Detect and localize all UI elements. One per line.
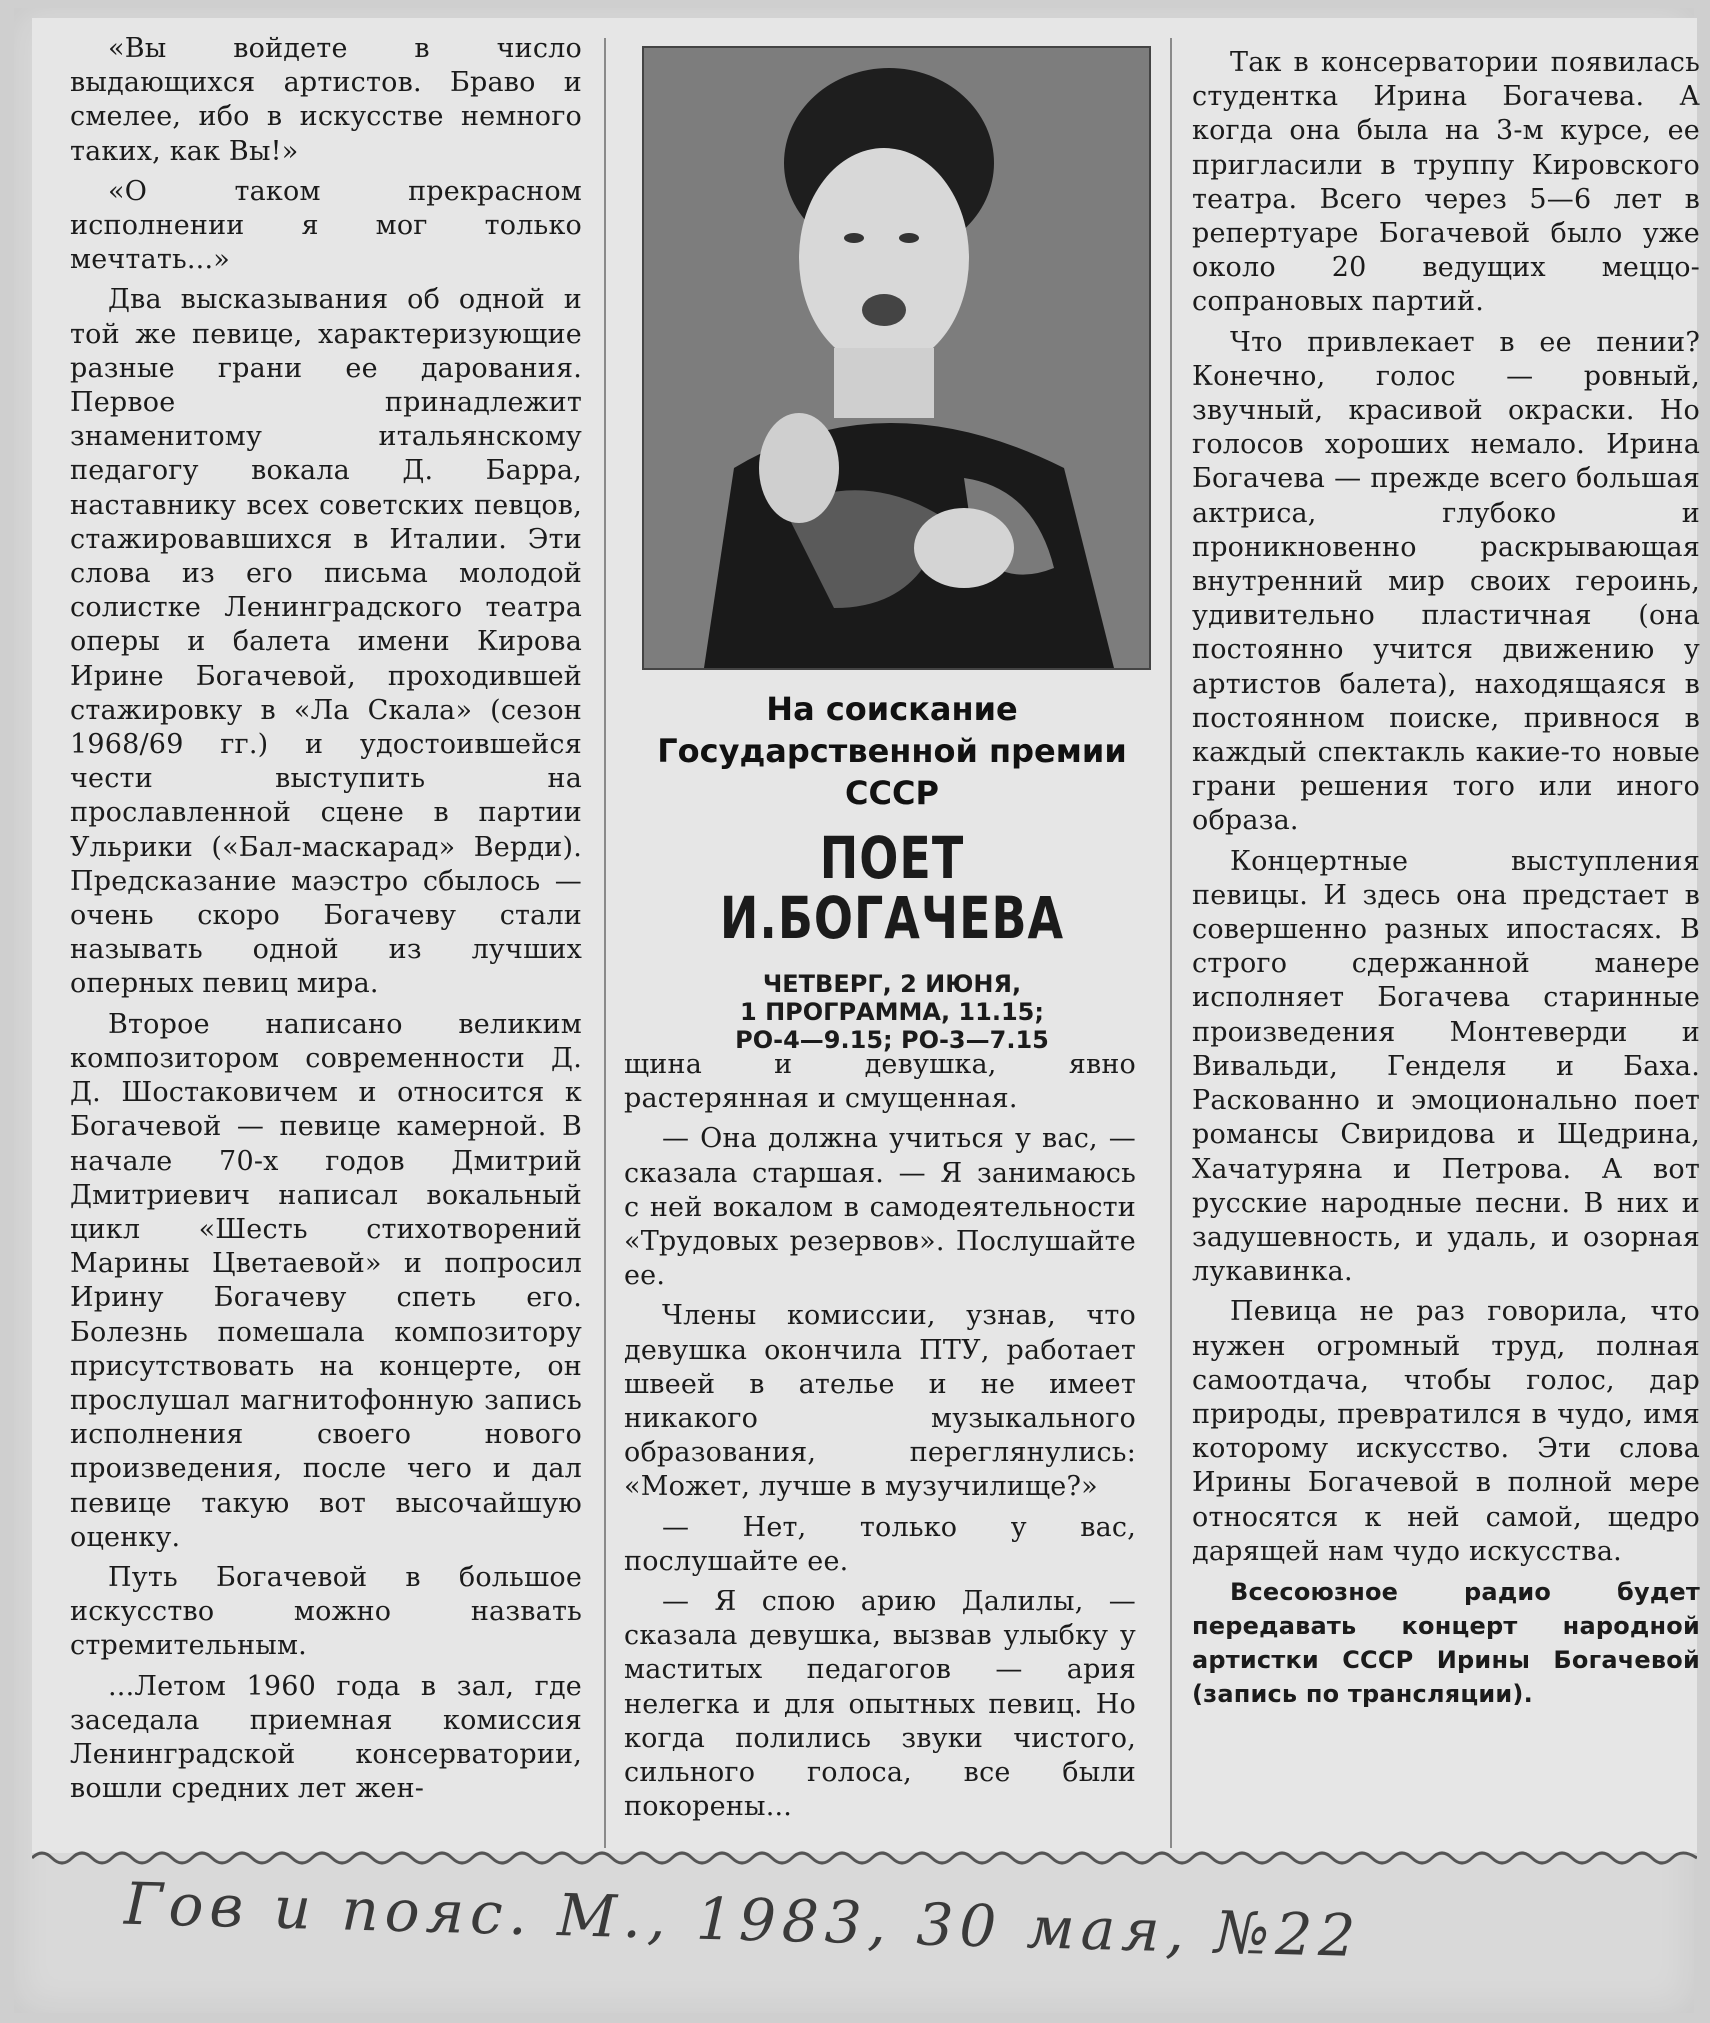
paragraph: Члены комиссии, узнав, что девушка окончила ПТУ, работает швеей в ателье и не имеет никакого музыкального образования, переглянулись: «Может, лучше в музучилище?» — [624, 1300, 1136, 1503]
article-clipping — [32, 18, 1700, 1853]
paragraph: — Она должна учиться у вас, — сказала старшая. — Я занимаюсь с ней вокалом в самодеятельности «Трудовых резервов». Послушайте ее. — [624, 1123, 1136, 1292]
paragraph: Что привлекает в ее пении? Конечно, голос — ровный, звучный, красивой окраски. Но голосов хороших немало. Ирина Богачева — прежде всего большая актриса, глубоко и проникновенно раскрывающая внутренний мир своих героинь, удивительно пластичная (она постоянно учится движению у артистов балета), находящаяся в постоянном поиске, привнося в каждый спектакль какие-то новые грани решения того или иного образа. — [1192, 326, 1700, 837]
paragraph: Так в консерватории появилась студентка Ирина Богачева. А когда она была на 3-м курсе, ее пригласили в труппу Кировского театра. Всего через 5—6 лет в репертуаре Богачевой было уже около 20 ведущих меццо-сопрановых партий. — [1192, 47, 1700, 318]
column-divider — [604, 38, 606, 1848]
kicker-text: На соискание Государственной премии СССР — [657, 690, 1127, 812]
paragraph: щина и девушка, явно растерянная и смущенная. — [624, 1049, 1136, 1115]
article-column-middle — [624, 1048, 1136, 1830]
newspaper-clipping-sheet — [14, 8, 1700, 2013]
article-column-right — [1192, 46, 1700, 1717]
singer-photo — [642, 46, 1151, 670]
paragraph: — Нет, только у вас, послушайте ее. — [624, 1511, 1136, 1577]
schedule-line: ЧЕТВЕРГ, 2 ИЮНЯ, — [762, 970, 1022, 998]
radio-note: Всесоюзное радио будет передавать концерт народной артистки СССР Ирины Богачевой (запись по трансляции). — [1192, 1577, 1700, 1708]
headline-line-2: И.БОГАЧЕВА — [719, 884, 1065, 952]
paragraph: «О таком прекрасном исполнении я мог только мечтать...» — [70, 175, 582, 276]
paragraph: Путь Богачевой в большое искусство можно назвать стремительным. — [70, 1561, 582, 1662]
paragraph: Певица не раз говорила, что нужен огромный труд, полная самоотдача, чтобы голос, дар природы, превратился в чудо, имя которому искусство. Эти слова Ирины Богачевой в полной мере относятся к ней самой, щедро дарящей нам чудо искусства. — [1192, 1296, 1700, 1567]
paragraph: — Я спою арию Далилы, — сказала девушка, вызвав улыбку у маститых педагогов — ария нелегка и для опытных певиц. Но когда полились звуки чистого, сильного голоса, все были покорены... — [624, 1586, 1136, 1823]
article-column-left — [70, 32, 582, 1812]
paragraph: Два высказывания об одной и той же певице, характеризующие разные грани ее дарования. Первое принадлежит знаменитому итальянскому педагогу вокала Д. Барра, наставнику всех советских певцов, стажировавшихся в Италии. Эти слова из его письма молодой солистке Ленинградского театра оперы и балета имени Кирова Ирине Богачевой, проходившей стажировку в «Ла Скала» (сезон 1968/69 гг.) и удостоившейся чести выступить на прославленной сцене в партии Ульрики («Бал-маскарад» Верди). Предсказание маэстро сбылось — очень скоро Богачеву стали называть одной из лучших оперных певиц мира. — [70, 284, 582, 1000]
paragraph: ...Летом 1960 года в зал, где заседала приемная комиссия Ленинградской консерватории, вошли средних лет жен- — [70, 1670, 582, 1805]
paragraph: Концертные выступления певицы. И здесь она предстает в совершенно разных ипостасях. В строго сдержанной манере исполняет Богачева старинные произведения Монтеверди и Вивальди, Генделя и Баха. Раскованно и эмоционально поет романсы Свиридова и Щедрина, Хачатуряна и Петрова. А вот русские народные песни. В них и задушевность, и удаль, и озорная лукавинка. — [1192, 845, 1700, 1288]
portrait-image — [644, 48, 1149, 668]
schedule-line: РО-4—9.15; РО-3—7.15 — [735, 1026, 1049, 1054]
column-divider — [1170, 38, 1172, 1848]
paragraph: «Вы войдете в число выдающихся артистов. Браво и смелее, ибо в искусстве немного таких, как Вы!» — [70, 33, 582, 167]
schedule-line: 1 ПРОГРАММА, 11.15; — [740, 998, 1044, 1026]
paragraph: Второе написано великим композитором современности Д. Д. Шостаковичем и относится к Богачевой — певице камерной. В начале 70-х годов Дмитрий Дмитриевич написал вокальный цикл «Шесть стихотворений Марины Цветаевой» и попросил Ирину Богачеву спеть его. Болезнь помешала композитору присутствовать на концерте, он прослушал магнитофонную запись исполнения своего нового произведения, после чего и дал певице такую вот высочайшую оценку. — [70, 1008, 582, 1553]
broadcast-schedule — [632, 970, 1152, 1054]
headline-block — [632, 688, 1152, 1054]
wavy-border — [32, 1846, 1697, 1870]
headline-line-1: ПОЕТ — [819, 824, 965, 892]
handwritten-source-note: Гов и пояс. М., 1983, 30 мая, №22 — [123, 1869, 1363, 1971]
